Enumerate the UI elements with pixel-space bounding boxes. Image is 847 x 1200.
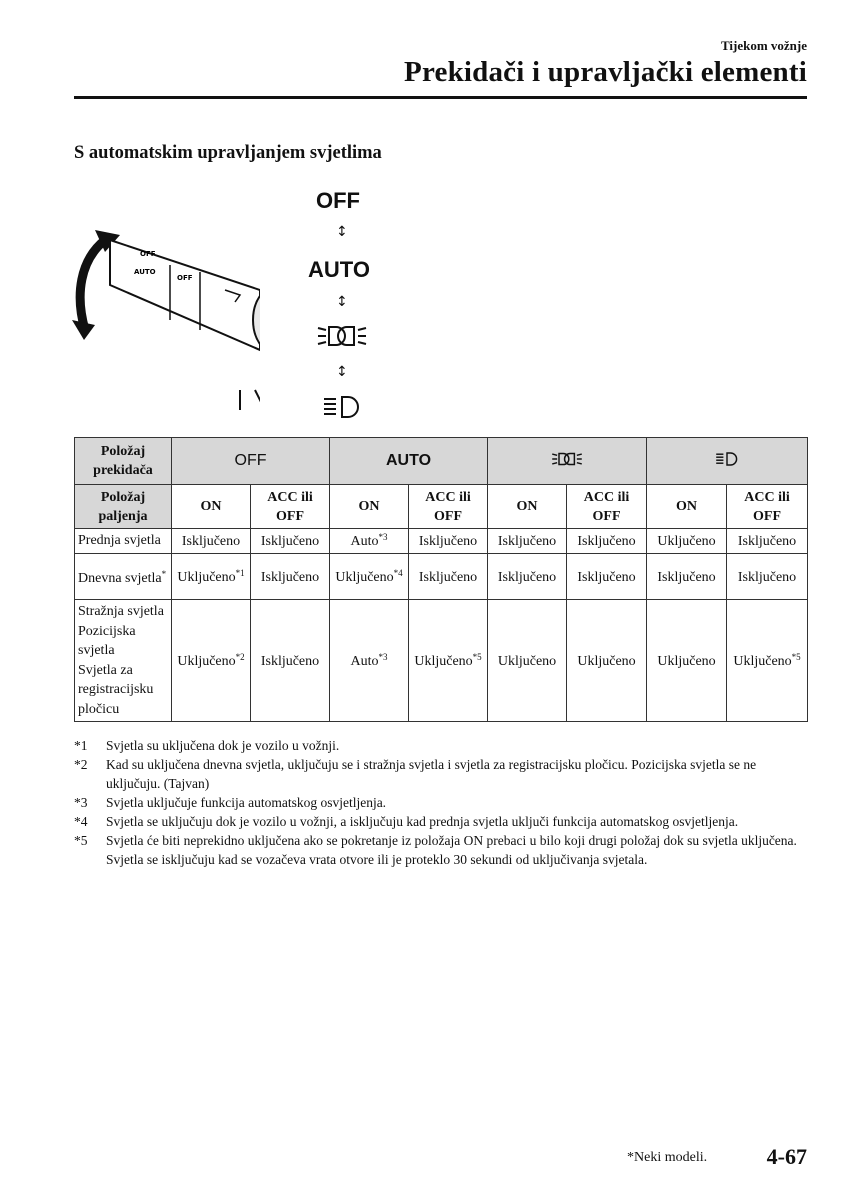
footnote: *2 Kad su uključena dnevna svjetla, uključuju se i stražnja svjetla i svjetla za registracijsku pločicu. Pozicijska svjetla se ne uključuju. (Tajvan) xyxy=(74,757,757,791)
stalk-label-auto: AUTO xyxy=(134,268,156,276)
table-cell: Uključeno xyxy=(488,600,567,722)
table-cell: Isključeno xyxy=(488,529,567,554)
footnote: *1 Svjetla su uključena dok je vozilo u vožnji. xyxy=(74,738,340,753)
table-cell: Uključeno$^{*4}$ xyxy=(330,554,409,600)
switch-auto-header: AUTO xyxy=(330,438,488,485)
ignition-cell: ON xyxy=(172,485,251,529)
ignition-cell: ACC ili OFF xyxy=(409,485,488,529)
table-cell: Isključeno xyxy=(409,554,488,600)
lights-table xyxy=(74,437,808,722)
ignition-position-row xyxy=(75,485,808,529)
stalk-label-off-2: OFF xyxy=(177,274,193,282)
table-cell: Uključeno$^{*1}$ xyxy=(172,554,251,600)
page-title: Prekidači i upravljački elementi xyxy=(404,56,807,88)
table-cell: Isključeno xyxy=(727,529,808,554)
table-row xyxy=(75,600,808,722)
page-number: 4-67 xyxy=(766,1144,807,1169)
ignition-cell: ON xyxy=(488,485,567,529)
section-title: S automatskim upravljanjem svjetlima xyxy=(74,143,382,163)
switch-off-header: OFF xyxy=(172,438,330,485)
table-cell: Uključeno xyxy=(647,600,727,722)
footnote: *3 Svjetla uključuje funkcija automatskog osvjetljenja. xyxy=(74,795,387,810)
position-off-label: OFF xyxy=(316,188,360,213)
switch-position-label: Položaj prekidača xyxy=(75,438,172,485)
parking-lights-icon xyxy=(550,451,584,467)
table-cell: Isključeno xyxy=(488,554,567,600)
footnote: *5 Svjetla će biti neprekidno uključena ako se pokretanje iz položaja ON prebaci u bilo koji drugi položaj dok su svjetla uključena. Svjetla se isključuju kad se vozačeva vrata otvore ili je proteklo 30 sekundi od uključivanja svjetala. xyxy=(74,833,797,867)
switch-headlights-header xyxy=(647,438,808,485)
header-rule xyxy=(74,96,807,99)
table-row xyxy=(75,529,808,554)
table-cell: Isključeno xyxy=(567,529,647,554)
table-cell: Uključeno xyxy=(567,600,647,722)
table-cell: Isključeno xyxy=(567,554,647,600)
table-cell: Uključeno$^{*5}$ xyxy=(727,600,808,722)
table-cell: Isključeno xyxy=(647,554,727,600)
table-cell: Auto$^{*3}$ xyxy=(330,600,409,722)
table-cell: Uključeno$^{*5}$ xyxy=(409,600,488,722)
footer-note: *Neki modeli. xyxy=(627,1150,708,1165)
ignition-cell: ON xyxy=(330,485,409,529)
footnote: *4 Svjetla se uključuju dok je vozilo u vožnji, a isključuju kad prednja svjetla uključi funkcija automatskog osvjetljenja. xyxy=(74,814,739,829)
parking-lights-icon xyxy=(316,323,368,349)
table-row xyxy=(75,554,808,600)
table-cell: Isključeno xyxy=(251,600,330,722)
switch-position-row xyxy=(75,438,808,485)
table-cell: Uključeno$^{*2}$ xyxy=(172,600,251,722)
table-cell: Uključeno xyxy=(647,529,727,554)
up-down-arrow-icon: ↕ xyxy=(336,224,348,240)
ignition-cell: ACC ili OFF xyxy=(567,485,647,529)
ignition-cell: ON xyxy=(647,485,727,529)
headlights-icon xyxy=(322,394,362,420)
light-switch-illustration xyxy=(60,180,400,430)
table-cell: Isključeno xyxy=(409,529,488,554)
ignition-cell: ACC ili OFF xyxy=(251,485,330,529)
up-down-arrow-icon: ↕ xyxy=(336,294,348,310)
stalk-drawing xyxy=(60,210,260,410)
table-cell: Isključeno xyxy=(172,529,251,554)
stalk-label-off: OFF xyxy=(140,250,156,258)
footnotes xyxy=(74,736,807,869)
ignition-cell: ACC ili OFF xyxy=(727,485,808,529)
switch-parking-header xyxy=(488,438,647,485)
row-label: Prednja svjetla xyxy=(75,529,172,554)
table-cell: Isključeno xyxy=(251,529,330,554)
table-cell: Auto$^{*3}$ xyxy=(330,529,409,554)
rotate-arrow-icon xyxy=(80,240,105,330)
position-auto-label: AUTO xyxy=(308,257,370,282)
up-down-arrow-icon: ↕ xyxy=(336,364,348,380)
table-cell: Isključeno xyxy=(727,554,808,600)
chapter-heading: Tijekom vožnje xyxy=(720,38,807,53)
table-cell: Isključeno xyxy=(251,554,330,600)
ignition-position-label: Položaj paljenja xyxy=(75,485,172,529)
row-label: Dnevna svjetla* xyxy=(75,554,172,600)
headlights-icon xyxy=(715,451,739,467)
row-label: Stražnja svjetla Pozicijska svjetla Svjetla za registracijsku pločicu xyxy=(75,600,172,722)
